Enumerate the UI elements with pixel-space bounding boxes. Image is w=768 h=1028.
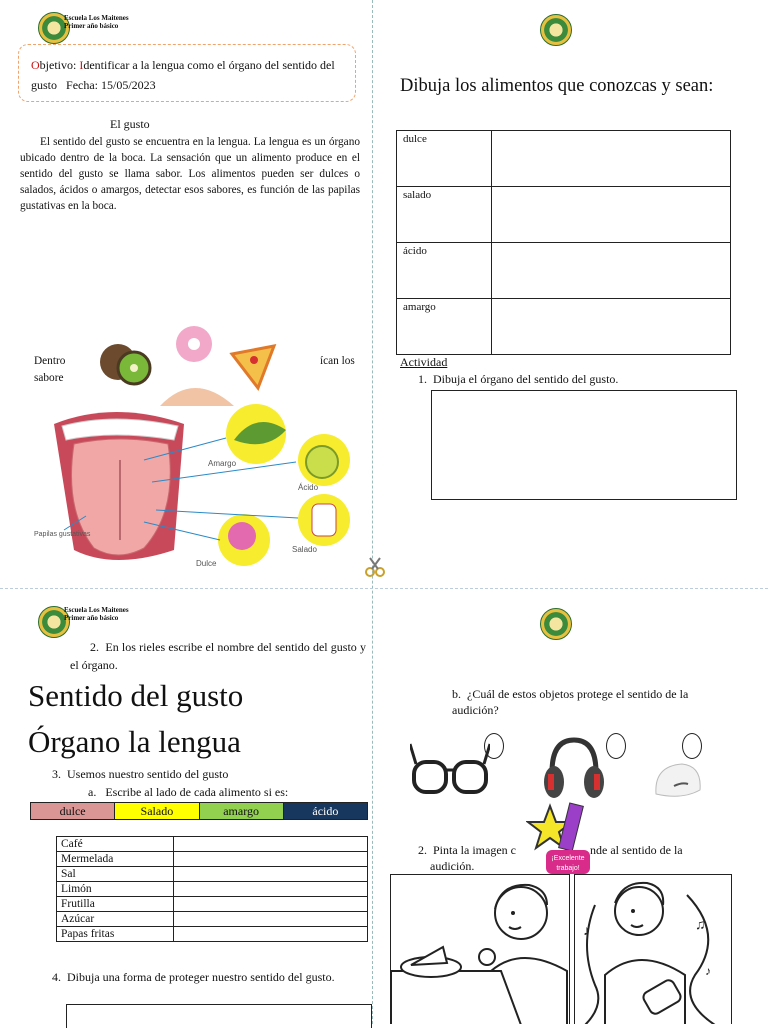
table-row <box>57 927 368 942</box>
partial-text-left: Dentro <box>34 355 66 367</box>
boy-eating-illustration <box>391 875 570 1024</box>
label-acid: Ácido <box>298 483 319 492</box>
answer-circle-earmuffs[interactable] <box>606 733 626 759</box>
drawing-box-protect[interactable] <box>66 1004 372 1028</box>
food-name: Limón <box>57 882 174 897</box>
food-table <box>56 836 368 942</box>
label-salty: Salado <box>292 545 317 554</box>
lemon-icon <box>306 446 338 478</box>
taste-cell: salado <box>397 187 492 243</box>
sticker-text-1: ¡Excelente <box>551 855 585 862</box>
answer-cell[interactable] <box>174 927 368 942</box>
answer-cell[interactable] <box>174 882 368 897</box>
mask-icon <box>652 760 704 800</box>
answer-organ: Órgano la lengua <box>28 724 241 759</box>
item-2: 2. En los rieles escribe el nombre del sentido del gusto y el órgano. <box>70 640 367 672</box>
food-name: Sal <box>57 867 174 882</box>
school-grade: Primer año básico <box>64 614 119 622</box>
item-4-text: Dibuja una forma de proteger nuestro sentido del gusto. <box>67 970 335 984</box>
table-row <box>57 852 368 867</box>
taste-legend <box>30 802 368 820</box>
school-name: Escuela Los Maitenes <box>64 606 129 614</box>
school-header <box>64 606 129 622</box>
tongue-diagram <box>34 400 364 572</box>
objective-initial-i: I <box>79 58 84 72</box>
sticker-text-2: trabajo! <box>556 865 580 872</box>
objective-box <box>18 44 356 102</box>
item-b-text: ¿Cuál de estos objetos protege el sentido de la audición? <box>452 687 689 717</box>
answer-circle-mask[interactable] <box>682 733 702 759</box>
item-2-text: En los rieles escribe el nombre del sentido del gusto y el órgano. <box>70 640 367 672</box>
table-row <box>57 837 368 852</box>
reading-paragraph: El sentido del gusto se encuentra en la lengua. La lengua es un órgano ubicado dentro de la boca. La sensación que un alimento produce en el sentido del gusto se llama sabor. Los alimentos pueden ser dulces o salados, ácidos o amargos, detectar esos sabores, es función de las papilas gustativas en la boca. <box>20 136 360 212</box>
drawing-cell[interactable] <box>492 187 731 243</box>
table-row <box>57 897 368 912</box>
school-grade: Primer año básico <box>64 22 119 30</box>
answer-sense: Sentido del gusto <box>28 678 244 713</box>
item-2b-text-a: Pinta la imagen c <box>433 843 516 857</box>
school-logo-icon <box>540 14 572 46</box>
taste-cell: amargo <box>397 299 492 355</box>
answer-cell[interactable] <box>174 867 368 882</box>
food-name: Azúcar <box>57 912 174 927</box>
item-3a: a. Escribe al lado de cada alimento si es: <box>88 785 289 799</box>
school-name: Escuela Los Maitenes <box>64 14 129 22</box>
drawing-cell[interactable] <box>492 299 731 355</box>
objective-initial: O <box>31 58 40 72</box>
draw-foods-table <box>396 130 731 355</box>
activity-title: Actividad <box>400 355 448 369</box>
item-2b-text-c: audición. <box>430 859 475 873</box>
item-4: 4. Dibuja una forma de proteger nuestro sentido del gusto. <box>52 970 335 984</box>
item-2b-text-b: nde al sentido de la <box>590 843 683 857</box>
donut-icon <box>176 326 212 362</box>
activity-item-1: 1. Dibuja el órgano del sentido del gusto. <box>418 372 619 386</box>
salt-shaker-icon <box>312 504 336 536</box>
item-3-text: Usemos nuestro sentido del gusto <box>67 767 229 781</box>
lollipop-icon <box>228 522 256 550</box>
school-header <box>64 14 129 30</box>
music-note-icon: ♪ <box>583 924 590 939</box>
food-name: Mermelada <box>57 852 174 867</box>
legend-salty: Salado <box>115 803 199 820</box>
page-fold-horizontal <box>0 588 768 589</box>
answer-cell[interactable] <box>174 912 368 927</box>
food-name: Papas fritas <box>57 927 174 942</box>
answer-circle-glasses[interactable] <box>484 733 504 759</box>
pizza-icon <box>232 346 274 388</box>
drawing-cell[interactable] <box>492 131 731 187</box>
reading-title: El gusto <box>110 117 150 131</box>
legend-sweet: dulce <box>31 803 115 820</box>
partial-text-right: ícan los <box>320 355 355 367</box>
answer-cell[interactable] <box>174 852 368 867</box>
food-name: Frutilla <box>57 897 174 912</box>
item-2b: 2. Pinta la imagen c <box>418 843 516 857</box>
drawing-box-organ[interactable] <box>431 390 737 500</box>
page-fold-vertical <box>372 0 373 1024</box>
music-note-icon: ♪ <box>705 964 711 978</box>
table-row <box>57 882 368 897</box>
item-3: 3. Usemos nuestro sentido del gusto <box>52 767 229 781</box>
item-b: b. ¿Cuál de estos objetos protege el sentido de la audición? <box>452 687 689 717</box>
table-row <box>57 912 368 927</box>
scissors-icon <box>364 556 386 578</box>
label-bitter: Amargo <box>208 459 237 468</box>
answer-cell[interactable] <box>174 897 368 912</box>
school-logo-icon <box>540 608 572 640</box>
food-illustration <box>74 318 294 406</box>
label-sweet: Dulce <box>196 559 217 568</box>
legend-bitter: amargo <box>199 803 283 820</box>
food-name: Café <box>57 837 174 852</box>
taste-cell: ácido <box>397 243 492 299</box>
music-note-icon: ♫ <box>695 918 706 933</box>
coloring-picture-listening[interactable] <box>574 874 732 1024</box>
taste-cell: dulce <box>397 131 492 187</box>
partial-text-left2: sabore <box>34 372 64 384</box>
activity-item-1-text: Dibuja el órgano del sentido del gusto. <box>433 372 619 386</box>
earmuffs-icon <box>542 736 606 800</box>
answer-cell[interactable] <box>174 837 368 852</box>
glasses-icon <box>410 730 490 804</box>
drawing-cell[interactable] <box>492 243 731 299</box>
label-papillae: Papilas gustativas <box>34 531 91 538</box>
coloring-picture-eating[interactable] <box>390 874 570 1024</box>
table-row <box>57 867 368 882</box>
objective-date: Fecha: 15/05/2023 <box>66 78 156 92</box>
item-3a-text: Escribe al lado de cada alimento si es: <box>105 785 289 799</box>
legend-acid: ácido <box>283 803 367 820</box>
kiwi-icon <box>100 344 150 384</box>
star-pencil-sticker <box>526 800 596 878</box>
draw-foods-title: Dibuja los alimentos que conozcas y sean: <box>400 76 714 96</box>
objective-text: dentificar a la lengua como el órgano del sentido del gusto <box>31 58 335 92</box>
objective-label: bjetivo: <box>39 58 80 72</box>
boy-listening-illustration <box>575 875 732 1024</box>
